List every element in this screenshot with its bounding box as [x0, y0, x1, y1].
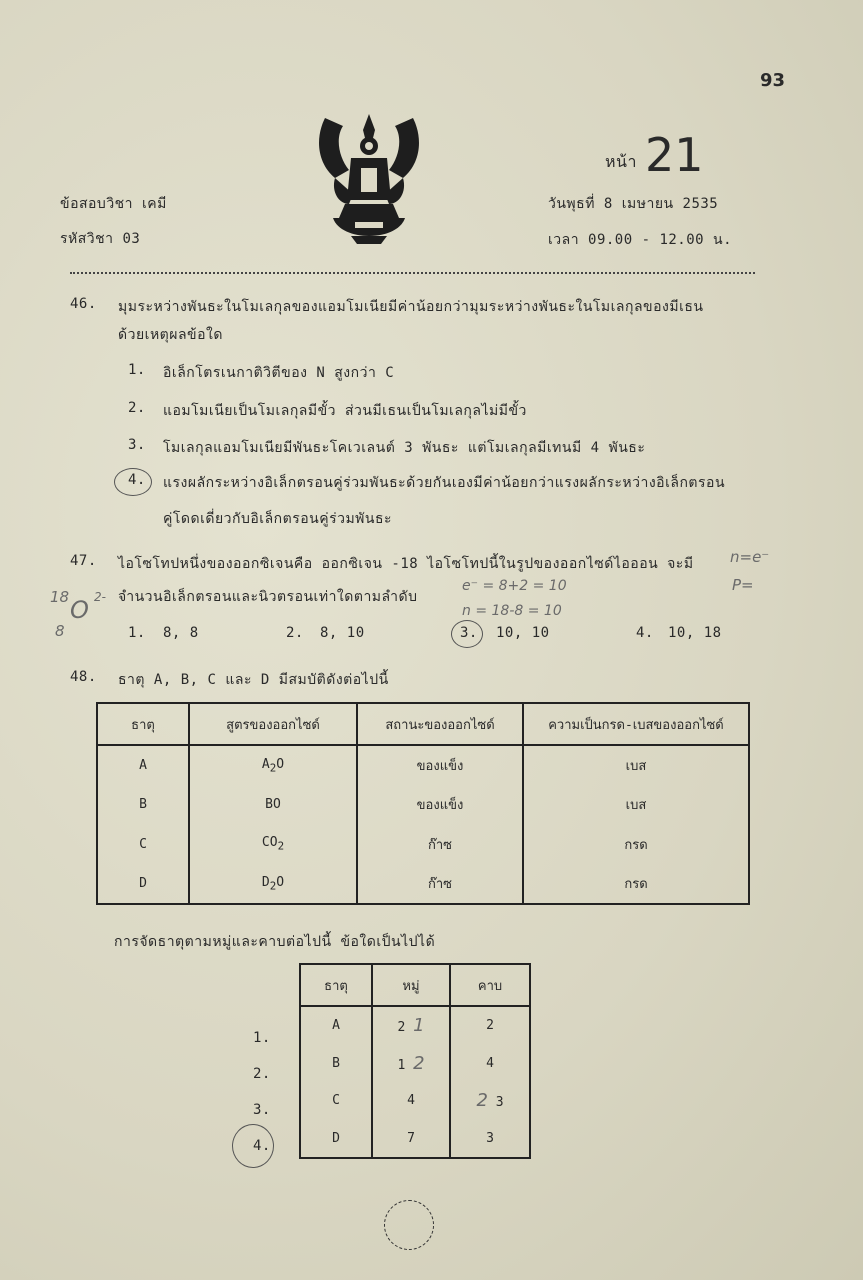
- formula-cell: $A_2O$: [189, 745, 357, 785]
- q47-option-3: 10, 10: [496, 625, 550, 641]
- column-header: สถานะของออกไซด์: [357, 703, 523, 745]
- q47-option-1: 8, 8: [163, 625, 199, 641]
- q48-question: การจัดธาตุตามหมู่และคาบต่อไปนี้ ข้อใดเป็นไปได้: [114, 934, 436, 950]
- acidity-cell: กรด: [523, 864, 749, 904]
- choice-2-number: 2.: [253, 1066, 271, 1082]
- period-cell: 2 3: [450, 1082, 530, 1119]
- exam-time: เวลา 09.00 - 12.00 น.: [548, 232, 733, 248]
- choice-1-number: 1.: [253, 1030, 271, 1046]
- q46-text-line1: มุมระหว่างพันธะในโมเลกุลของแอมโมเนียมีค่าน้อยกว่ามุมระหว่างพันธะในโมเลกุลของมีเธน: [118, 299, 704, 315]
- q47-option-1-number: 1.: [128, 625, 146, 641]
- q47-option-2: 8, 10: [320, 625, 365, 641]
- table-header-row: [97, 703, 749, 745]
- q46-option-4: แรงผลักระหว่างอิเล็กตรอนคู่ร่วมพันธะด้วยกันเองมีค่าน้อยกว่าแรงผลักระหว่างอิเล็กตรอน: [163, 475, 726, 491]
- group-cell: 1 2: [372, 1045, 450, 1082]
- state-cell: ก๊าซ: [357, 824, 523, 863]
- garuda-emblem-icon: [305, 108, 433, 246]
- handwritten-note: 1: [413, 1015, 425, 1037]
- oxide-properties-table: [96, 702, 750, 905]
- element-cell: C: [97, 824, 189, 863]
- q47-text-line2: จำนวนอิเล็กตรอนและนิวตรอนเท่าใดตามลำดับ: [118, 589, 418, 605]
- state-cell: ก๊าซ: [357, 864, 523, 904]
- handwritten-note: P=: [732, 576, 754, 594]
- element-cell: D: [300, 1119, 372, 1158]
- formula-cell: BO: [189, 785, 357, 824]
- state-cell: ของแข็ง: [357, 785, 523, 824]
- table-row: [300, 1119, 530, 1158]
- handwritten-note: n = 18-8 = 10: [462, 603, 562, 619]
- element-cell: B: [300, 1045, 372, 1082]
- q46-option-2: แอมโมเนียเป็นโมเลกุลมีขั้ว ส่วนมีเธนเป็นโมเลกุลไม่มีขั้ว: [163, 403, 527, 419]
- q46-text-line2: ด้วยเหตุผลข้อใด: [118, 327, 223, 343]
- page-number: 93: [760, 70, 786, 91]
- formula-cell: $CO_2$: [189, 824, 357, 863]
- handwritten-note: 2-: [94, 590, 106, 604]
- element-cell: C: [300, 1082, 372, 1119]
- period-cell: 4: [450, 1045, 530, 1082]
- formula-cell: $D_2O$: [189, 864, 357, 904]
- page-label: หน้า: [605, 152, 637, 171]
- q47-option-4: 10, 18: [668, 625, 722, 641]
- q47-text-line1: ไอโซโทปหนึ่งของออกซิเจนคือ ออกซิเจน -18 ไอโซโทปนี้ในรูปของออกไซด์ไอออน จะมี: [118, 556, 694, 572]
- q47-option-3-number: 3.: [460, 625, 478, 641]
- handwritten-note: O: [70, 596, 89, 624]
- q46-option-1-number: 1.: [128, 362, 146, 378]
- group-cell: 4: [372, 1082, 450, 1119]
- element-cell: A: [97, 745, 189, 785]
- q46-option-3-number: 3.: [128, 437, 146, 453]
- q48-intro: ธาตุ A, B, C และ D มีสมบัติดังต่อไปนี้: [118, 672, 389, 688]
- state-cell: ของแข็ง: [357, 745, 523, 785]
- subject-code: รหัสวิชา 03: [60, 231, 141, 247]
- column-header: ความเป็นกรด-เบสของออกไซด์: [523, 703, 749, 745]
- q46-option-2-number: 2.: [128, 400, 146, 416]
- subject: ข้อสอบวิชา เคมี: [60, 196, 167, 212]
- choice-4-number: 4.: [253, 1138, 271, 1154]
- q47-number: 47.: [70, 553, 97, 569]
- handwritten-note: e⁻ = 8+2 = 10: [462, 578, 567, 594]
- q47-option-2-number: 2.: [286, 625, 304, 641]
- q46-number: 46.: [70, 296, 97, 312]
- exam-date: วันพุธที่ 8 เมษายน 2535: [548, 196, 719, 212]
- column-header: สูตรของออกไซด์: [189, 703, 357, 745]
- column-header: ธาตุ: [97, 703, 189, 745]
- separator-line: [70, 272, 755, 274]
- q46-option-1: อิเล็กโตรเนกาติวิตีของ N สูงกว่า C: [163, 365, 395, 381]
- acidity-cell: เบส: [523, 745, 749, 785]
- group-cell: 7: [372, 1119, 450, 1158]
- period-cell: 2: [450, 1006, 530, 1045]
- table-row: [300, 1045, 530, 1082]
- element-cell: B: [97, 785, 189, 824]
- handwritten-note: 2: [413, 1052, 425, 1074]
- table-row: [97, 745, 749, 785]
- q46-option-4-number: 4.: [128, 472, 146, 488]
- table-row: [97, 824, 749, 863]
- group-cell: 2 1: [372, 1006, 450, 1045]
- column-header: คาบ: [450, 964, 530, 1006]
- answer-circle: [114, 468, 152, 496]
- handwritten-note: 2: [476, 1090, 488, 1112]
- q48-number: 48.: [70, 669, 97, 685]
- acidity-cell: เบส: [523, 785, 749, 824]
- page-no: 21: [645, 128, 704, 182]
- q46-option-3: โมเลกุลแอมโมเนียมีพันธะโคเวเลนต์ 3 พันธะ แต่โมเลกุลมีเทนมี 4 พันธะ: [163, 440, 646, 456]
- answer-circle: [232, 1124, 274, 1168]
- acidity-cell: กรด: [523, 824, 749, 863]
- q47-option-4-number: 4.: [636, 625, 654, 641]
- table-row: [97, 785, 749, 824]
- table-header-row: [300, 964, 530, 1006]
- handwritten-note: 18: [50, 588, 70, 606]
- period-cell: 3: [450, 1119, 530, 1158]
- group-period-table: [299, 963, 531, 1159]
- handwritten-note: 8: [55, 622, 65, 640]
- table-row: [300, 1082, 530, 1119]
- column-header: หมู่: [372, 964, 450, 1006]
- element-cell: A: [300, 1006, 372, 1045]
- dashed-circle-stamp-icon: [384, 1200, 434, 1250]
- q46-option-4-line2: คู่โดดเดี่ยวกับอิเล็กตรอนคู่ร่วมพันธะ: [163, 511, 393, 527]
- element-cell: D: [97, 864, 189, 904]
- column-header: ธาตุ: [300, 964, 372, 1006]
- handwritten-note: n=e⁻: [730, 548, 770, 566]
- choice-3-number: 3.: [253, 1102, 271, 1118]
- table-row: [300, 1006, 530, 1045]
- table-row: [97, 864, 749, 904]
